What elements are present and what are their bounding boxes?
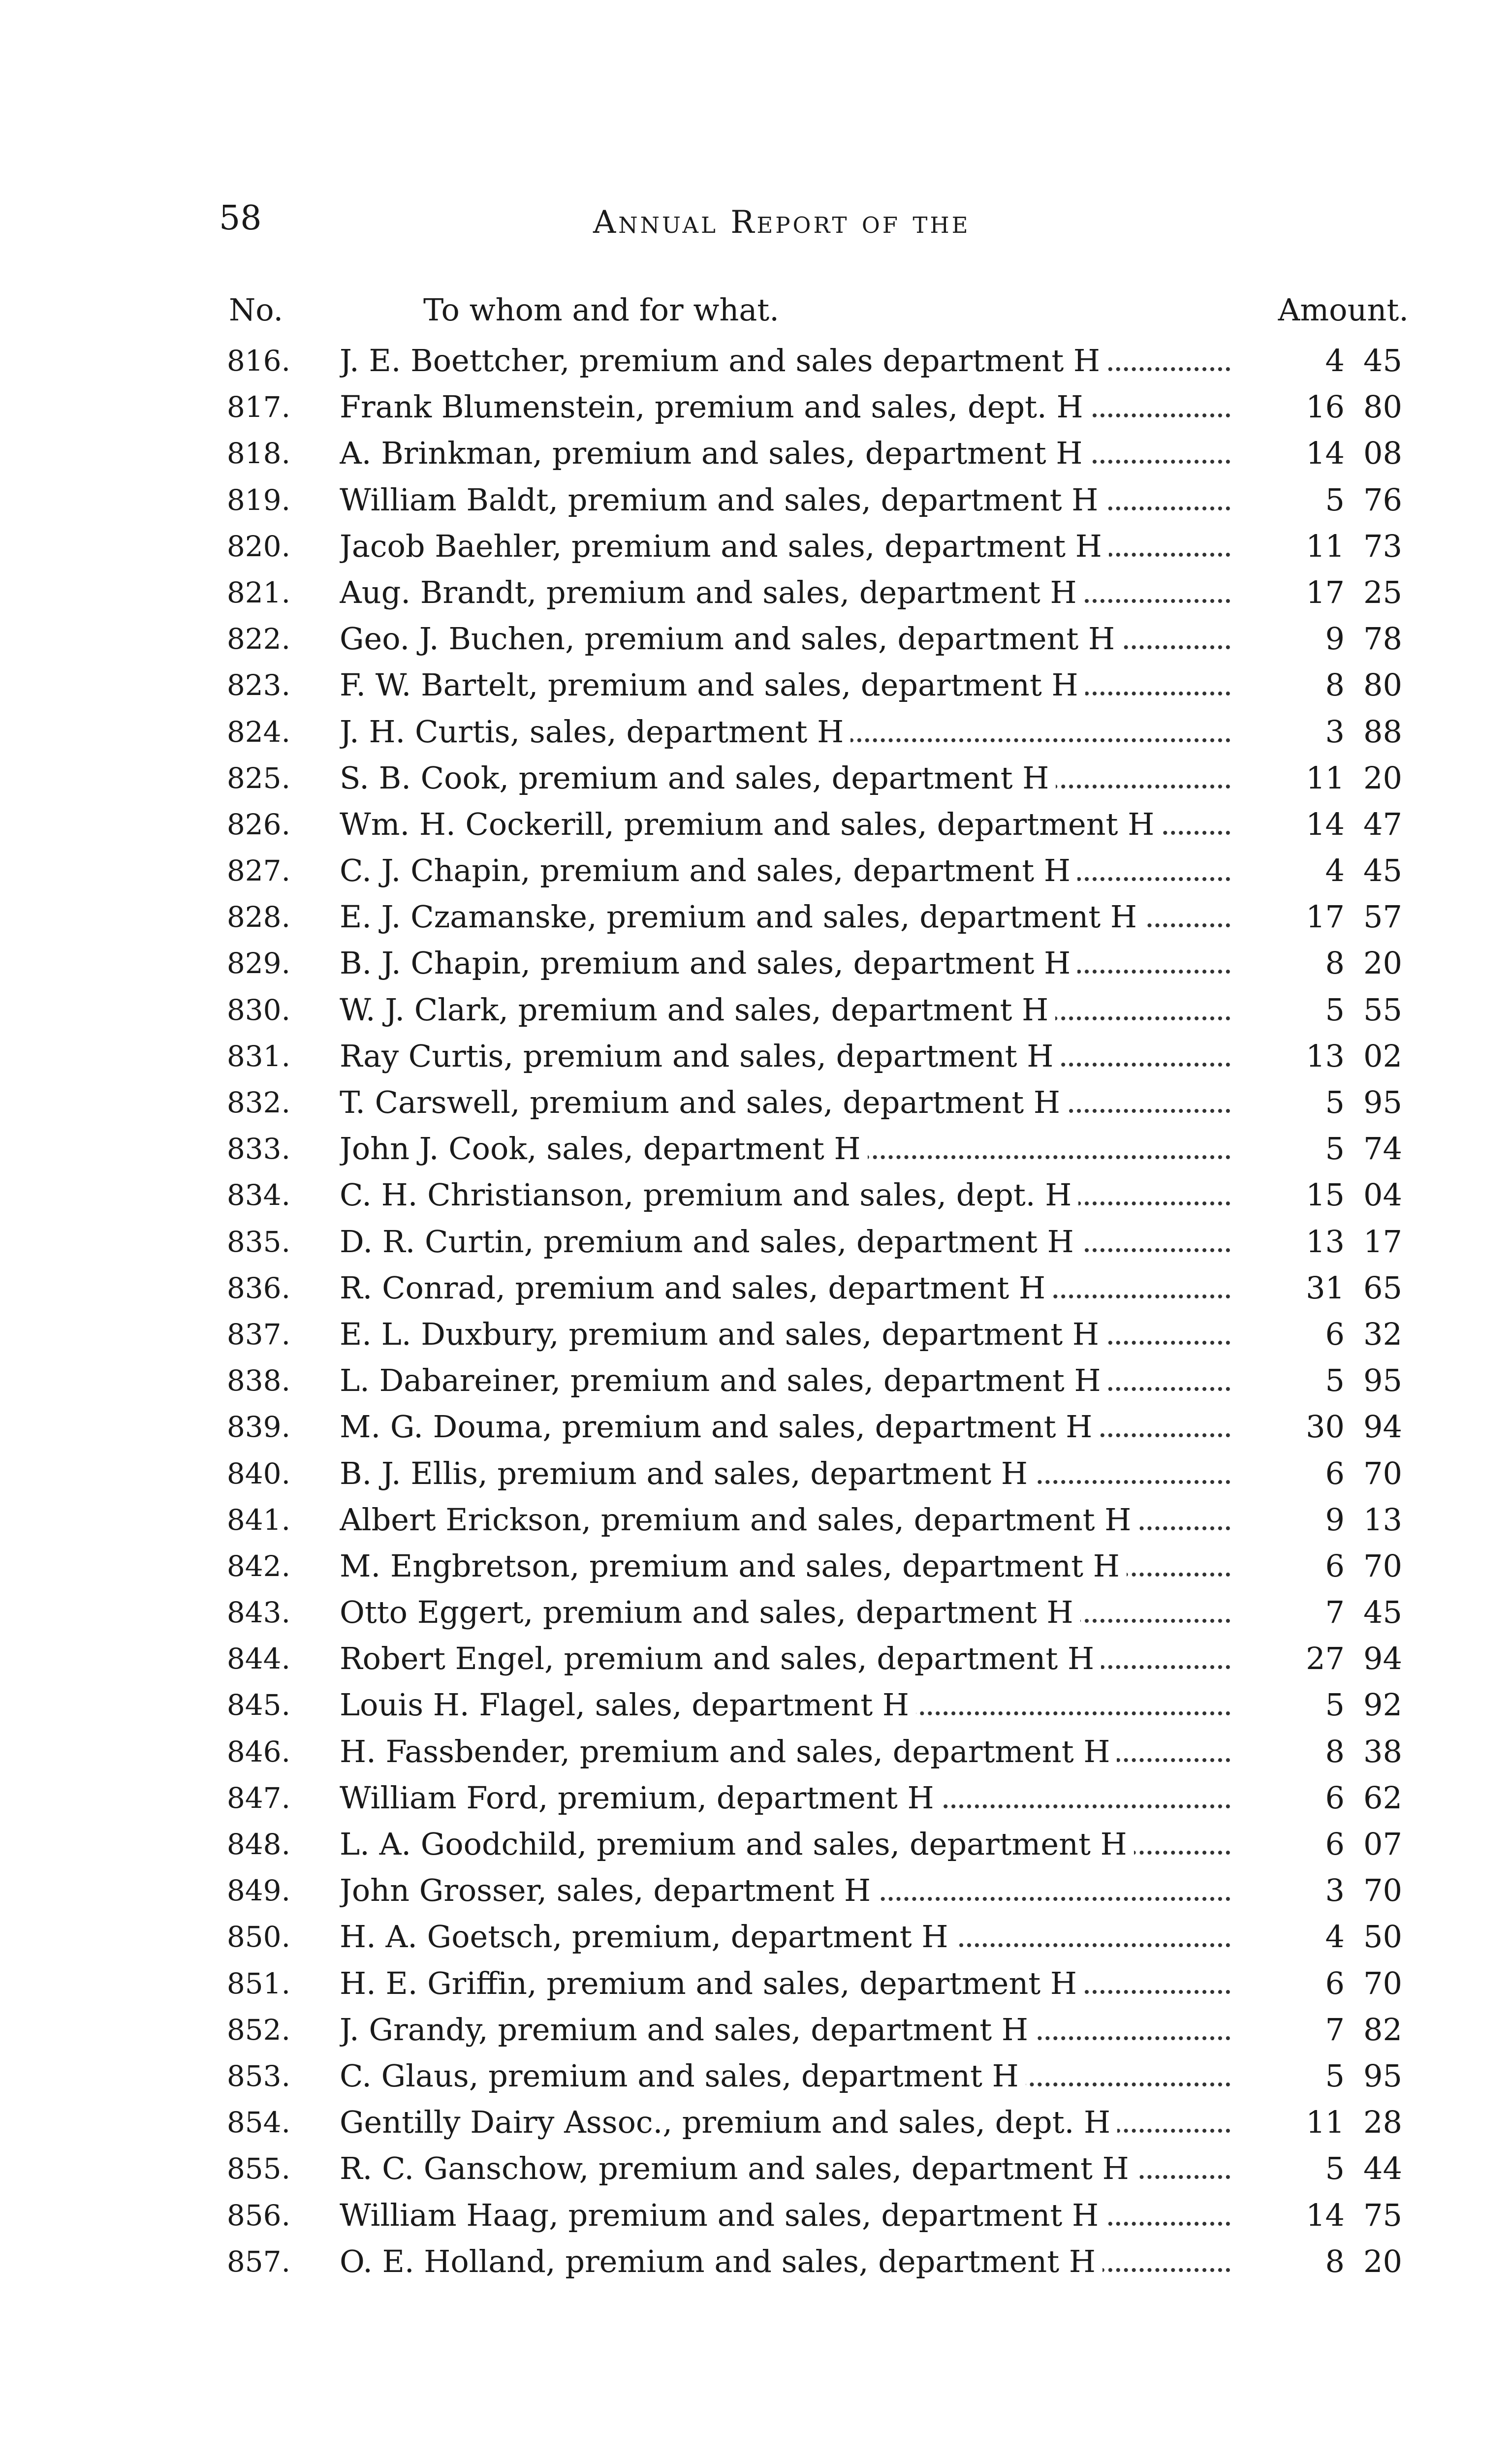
entry-number: 816. bbox=[226, 344, 290, 378]
column-header-description: To whom and for what. bbox=[423, 292, 779, 328]
entry-description bbox=[340, 709, 1230, 755]
amount-cents: 95 bbox=[1363, 1362, 1402, 1399]
amount-cents: 50 bbox=[1363, 1919, 1402, 1955]
amount-dollars: 16 bbox=[1306, 389, 1345, 425]
entry-description bbox=[340, 1821, 1230, 1867]
entry-number: 827. bbox=[226, 854, 290, 888]
entry-number: 836. bbox=[226, 1271, 290, 1305]
ledger-row bbox=[0, 430, 1512, 476]
amount-dollars: 5 bbox=[1325, 1687, 1345, 1723]
amount-dollars: 4 bbox=[1325, 1919, 1345, 1955]
entry-description bbox=[340, 1589, 1230, 1636]
ledger-row bbox=[0, 709, 1512, 755]
entry-description bbox=[340, 1079, 1230, 1126]
amount-dollars: 11 bbox=[1306, 759, 1345, 796]
entry-description-text: Otto Eggert, premium and sales, department H bbox=[340, 1594, 1080, 1630]
amount-dollars: 13 bbox=[1306, 1223, 1345, 1260]
amount-cents: 57 bbox=[1363, 899, 1402, 935]
entry-description-text: M. G. Douma, premium and sales, department H bbox=[340, 1409, 1099, 1445]
entry-description bbox=[340, 1126, 1230, 1172]
entry-description bbox=[340, 2007, 1230, 2053]
amount-cents: 82 bbox=[1363, 2011, 1402, 2048]
entry-description-text: H. E. Griffin, premium and sales, department H bbox=[340, 1965, 1084, 2001]
entry-description-text: Ray Curtis, premium and sales, department H bbox=[340, 1038, 1060, 1074]
entry-description bbox=[340, 1729, 1230, 1775]
ledger-row bbox=[0, 2007, 1512, 2053]
ledger-row bbox=[0, 1219, 1512, 1265]
entry-description-text: Geo. J. Buchen, premium and sales, department H bbox=[340, 621, 1122, 657]
amount-cents: 70 bbox=[1363, 1547, 1402, 1584]
amount-cents: 20 bbox=[1363, 759, 1402, 796]
ledger-row bbox=[0, 1404, 1512, 1450]
entry-number: 823. bbox=[226, 668, 290, 702]
entry-description-text: O. E. Holland, premium and sales, department H bbox=[340, 2243, 1102, 2279]
ledger-row bbox=[0, 477, 1512, 523]
amount-cents: 65 bbox=[1363, 1269, 1402, 1306]
amount-cents: 80 bbox=[1363, 389, 1402, 425]
amount-dollars: 5 bbox=[1325, 1362, 1345, 1399]
amount-cents: 55 bbox=[1363, 991, 1402, 1028]
entry-description-text: William Ford, premium, department H bbox=[340, 1780, 941, 1816]
amount-cents: 78 bbox=[1363, 621, 1402, 657]
column-header-row bbox=[0, 290, 1512, 330]
amount-cents: 70 bbox=[1363, 1965, 1402, 2001]
entry-number: 853. bbox=[226, 2059, 290, 2093]
entry-description-text: R. C. Ganschow, premium and sales, department H bbox=[340, 2150, 1136, 2186]
amount-dollars: 8 bbox=[1325, 2243, 1345, 2279]
entry-description bbox=[340, 569, 1230, 616]
entry-description-text: B. J. Chapin, premium and sales, department H bbox=[340, 945, 1077, 981]
ledger-row bbox=[0, 1589, 1512, 1636]
amount-cents: 47 bbox=[1363, 806, 1402, 842]
entry-number: 831. bbox=[226, 1039, 290, 1073]
entry-description-text: L. Dabareiner, premium and sales, department H bbox=[340, 1362, 1108, 1398]
running-head: Annual Report of the bbox=[593, 204, 971, 241]
amount-dollars: 30 bbox=[1306, 1409, 1345, 1445]
page-number: 58 bbox=[219, 199, 262, 238]
amount-cents: 74 bbox=[1363, 1131, 1402, 1167]
ledger-row bbox=[0, 848, 1512, 894]
amount-dollars: 31 bbox=[1306, 1269, 1345, 1306]
amount-dollars: 9 bbox=[1325, 621, 1345, 657]
entry-number: 826. bbox=[226, 807, 290, 841]
entry-description-text: C. J. Chapin, premium and sales, department H bbox=[340, 852, 1077, 888]
column-header-no: No. bbox=[229, 292, 284, 328]
entry-description-text: E. J. Czamanske, premium and sales, department H bbox=[340, 899, 1144, 935]
entry-number: 846. bbox=[226, 1735, 290, 1768]
ledger-row bbox=[0, 662, 1512, 708]
ledger-row bbox=[0, 1033, 1512, 1079]
amount-cents: 70 bbox=[1363, 1455, 1402, 1491]
amount-cents: 76 bbox=[1363, 481, 1402, 518]
amount-dollars: 5 bbox=[1325, 991, 1345, 1028]
amount-dollars: 5 bbox=[1325, 1084, 1345, 1120]
amount-cents: 92 bbox=[1363, 1687, 1402, 1723]
entry-description bbox=[340, 1219, 1230, 1265]
amount-dollars: 11 bbox=[1306, 528, 1345, 564]
ledger-row bbox=[0, 1821, 1512, 1867]
entry-description bbox=[340, 1172, 1230, 1218]
amount-dollars: 14 bbox=[1306, 2197, 1345, 2233]
entry-description-text: C. Glaus, premium and sales, department H bbox=[340, 2058, 1026, 2094]
entry-description bbox=[340, 987, 1230, 1033]
entry-description bbox=[340, 1775, 1230, 1821]
entry-description-text: Frank Blumenstein, premium and sales, dept. H bbox=[340, 389, 1090, 425]
entry-description-text: Aug. Brandt, premium and sales, department H bbox=[340, 574, 1084, 610]
amount-cents: 28 bbox=[1363, 2104, 1402, 2141]
amount-dollars: 6 bbox=[1325, 1455, 1345, 1491]
entry-description bbox=[340, 940, 1230, 986]
entry-description-text: C. H. Christianson, premium and sales, dept. H bbox=[340, 1177, 1078, 1213]
amount-dollars: 6 bbox=[1325, 1779, 1345, 1816]
ledger-row bbox=[0, 1914, 1512, 1960]
amount-dollars: 8 bbox=[1325, 667, 1345, 703]
entry-number: 856. bbox=[226, 2198, 290, 2232]
entry-number: 841. bbox=[226, 1503, 290, 1537]
ledger-row bbox=[0, 523, 1512, 569]
amount-dollars: 17 bbox=[1306, 574, 1345, 610]
entry-description-text: H. A. Goetsch, premium, department H bbox=[340, 1919, 955, 1955]
amount-cents: 62 bbox=[1363, 1779, 1402, 1816]
ledger-row bbox=[0, 2145, 1512, 2192]
ledger-row bbox=[0, 1079, 1512, 1126]
amount-cents: 20 bbox=[1363, 2243, 1402, 2279]
ledger-row bbox=[0, 384, 1512, 430]
entry-number: 843. bbox=[226, 1596, 290, 1630]
entry-description bbox=[340, 2145, 1230, 2192]
amount-cents: 07 bbox=[1363, 1826, 1402, 1862]
amount-dollars: 8 bbox=[1325, 945, 1345, 981]
amount-dollars: 5 bbox=[1325, 1131, 1345, 1167]
entry-description-text: M. Engbretson, premium and sales, department H bbox=[340, 1548, 1127, 1584]
amount-dollars: 5 bbox=[1325, 2150, 1345, 2187]
entry-number: 850. bbox=[226, 1920, 290, 1954]
entry-number: 829. bbox=[226, 947, 290, 980]
entry-description bbox=[340, 1357, 1230, 1404]
amount-cents: 75 bbox=[1363, 2197, 1402, 2233]
entry-number: 825. bbox=[226, 761, 290, 795]
amount-dollars: 5 bbox=[1325, 481, 1345, 518]
amount-cents: 94 bbox=[1363, 1409, 1402, 1445]
entry-description bbox=[340, 1914, 1230, 1960]
entry-description bbox=[340, 801, 1230, 848]
entry-description-text: W. J. Clark, premium and sales, department H bbox=[340, 992, 1055, 1028]
entry-description bbox=[340, 662, 1230, 708]
entry-description-text: John Grosser, sales, department H bbox=[340, 1872, 878, 1908]
entry-description bbox=[340, 430, 1230, 476]
entry-description bbox=[340, 1265, 1230, 1311]
amount-dollars: 7 bbox=[1325, 1594, 1345, 1631]
amount-dollars: 17 bbox=[1306, 899, 1345, 935]
amount-cents: 94 bbox=[1363, 1641, 1402, 1677]
ledger-row bbox=[0, 2099, 1512, 2145]
entry-description bbox=[340, 2239, 1230, 2285]
amount-cents: 70 bbox=[1363, 1872, 1402, 1909]
ledger-row bbox=[0, 1265, 1512, 1311]
amount-cents: 45 bbox=[1363, 343, 1402, 379]
entry-number: 851. bbox=[226, 1966, 290, 2000]
entry-description-text: Albert Erickson, premium and sales, department H bbox=[340, 1502, 1138, 1538]
ledger-row bbox=[0, 1636, 1512, 1682]
amount-cents: 20 bbox=[1363, 945, 1402, 981]
ledger-row bbox=[0, 1543, 1512, 1589]
ledger-row bbox=[0, 940, 1512, 986]
entry-description-text: A. Brinkman, premium and sales, department H bbox=[340, 435, 1089, 471]
entry-description-text: William Baldt, premium and sales, department H bbox=[340, 482, 1105, 518]
entry-description bbox=[340, 2099, 1230, 2145]
amount-cents: 32 bbox=[1363, 1316, 1402, 1352]
entry-number: 845. bbox=[226, 1688, 290, 1722]
ledger-row bbox=[0, 1867, 1512, 1914]
ledger-row bbox=[0, 1357, 1512, 1404]
entry-number: 854. bbox=[226, 2106, 290, 2140]
ledger-row bbox=[0, 1960, 1512, 2007]
entry-description bbox=[340, 338, 1230, 384]
amount-dollars: 27 bbox=[1306, 1641, 1345, 1677]
entry-description bbox=[340, 616, 1230, 662]
ledger-row bbox=[0, 1775, 1512, 1821]
entry-description bbox=[340, 2192, 1230, 2239]
amount-dollars: 4 bbox=[1325, 343, 1345, 379]
entry-description bbox=[340, 1636, 1230, 1682]
amount-dollars: 11 bbox=[1306, 2104, 1345, 2141]
entry-number: 824. bbox=[226, 715, 290, 749]
entry-number: 840. bbox=[226, 1456, 290, 1490]
entry-description bbox=[340, 894, 1230, 940]
amount-cents: 95 bbox=[1363, 2057, 1402, 2094]
entry-description-text: Gentilly Dairy Assoc., premium and sales, dept. H bbox=[340, 2104, 1117, 2140]
amount-dollars: 15 bbox=[1306, 1177, 1345, 1213]
ledger-row bbox=[0, 1497, 1512, 1543]
amount-dollars: 6 bbox=[1325, 1965, 1345, 2001]
entry-number: 855. bbox=[226, 2152, 290, 2186]
amount-cents: 45 bbox=[1363, 852, 1402, 889]
amount-cents: 04 bbox=[1363, 1177, 1402, 1213]
ledger-row bbox=[0, 1682, 1512, 1728]
entry-number: 821. bbox=[226, 575, 290, 609]
ledger-row bbox=[0, 755, 1512, 801]
entry-number: 842. bbox=[226, 1549, 290, 1583]
entry-number: 838. bbox=[226, 1364, 290, 1398]
amount-cents: 45 bbox=[1363, 1594, 1402, 1631]
entry-number: 844. bbox=[226, 1642, 290, 1676]
entry-description-text: Wm. H. Cockerill, premium and sales, department H bbox=[340, 806, 1161, 842]
ledger-row bbox=[0, 2192, 1512, 2239]
amount-dollars: 4 bbox=[1325, 852, 1345, 889]
entry-description-text: H. Fassbender, premium and sales, department H bbox=[340, 1734, 1117, 1769]
entry-number: 839. bbox=[226, 1410, 290, 1444]
entry-number: 849. bbox=[226, 1874, 290, 1908]
entry-number: 857. bbox=[226, 2244, 290, 2278]
ledger-row bbox=[0, 2239, 1512, 2285]
entry-description bbox=[340, 1867, 1230, 1914]
entry-description bbox=[340, 523, 1230, 569]
amount-dollars: 3 bbox=[1325, 713, 1345, 750]
entry-description bbox=[340, 1311, 1230, 1357]
entry-number: 820. bbox=[226, 529, 290, 563]
entry-description bbox=[340, 848, 1230, 894]
ledger-row bbox=[0, 1451, 1512, 1497]
amount-cents: 13 bbox=[1363, 1501, 1402, 1538]
amount-dollars: 14 bbox=[1306, 806, 1345, 842]
amount-dollars: 8 bbox=[1325, 1733, 1345, 1769]
amount-dollars: 6 bbox=[1325, 1316, 1345, 1352]
entry-number: 848. bbox=[226, 1828, 290, 1861]
amount-cents: 08 bbox=[1363, 435, 1402, 472]
ledger-row bbox=[0, 2053, 1512, 2099]
entry-number: 833. bbox=[226, 1132, 290, 1166]
entry-number: 818. bbox=[226, 437, 290, 471]
entry-number: 832. bbox=[226, 1086, 290, 1119]
entry-description bbox=[340, 755, 1230, 801]
entry-description bbox=[340, 1404, 1230, 1450]
entry-description bbox=[340, 1682, 1230, 1728]
entry-number: 817. bbox=[226, 390, 290, 424]
amount-dollars: 9 bbox=[1325, 1501, 1345, 1538]
amount-dollars: 3 bbox=[1325, 1872, 1345, 1909]
entry-description-text: R. Conrad, premium and sales, department H bbox=[340, 1270, 1052, 1306]
entry-description-text: Louis H. Flagel, sales, department H bbox=[340, 1687, 916, 1723]
entry-description-text: T. Carswell, premium and sales, department H bbox=[340, 1084, 1067, 1120]
amount-cents: 73 bbox=[1363, 528, 1402, 564]
entry-description bbox=[340, 1960, 1230, 2007]
entry-description bbox=[340, 384, 1230, 430]
entry-description bbox=[340, 477, 1230, 523]
entry-description-text: J. E. Boettcher, premium and sales department H bbox=[340, 343, 1107, 379]
amount-cents: 02 bbox=[1363, 1038, 1402, 1074]
amount-cents: 25 bbox=[1363, 574, 1402, 610]
entry-description-text: E. L. Duxbury, premium and sales, department H bbox=[340, 1316, 1106, 1352]
ledger-row bbox=[0, 569, 1512, 616]
entry-description-text: John J. Cook, sales, department H bbox=[340, 1131, 868, 1167]
entry-description-text: J. Grandy, premium and sales, department H bbox=[340, 2012, 1035, 2048]
amount-dollars: 6 bbox=[1325, 1826, 1345, 1862]
amount-dollars: 6 bbox=[1325, 1547, 1345, 1584]
entry-description-text: Robert Engel, premium and sales, department H bbox=[340, 1641, 1101, 1676]
entry-description bbox=[340, 1497, 1230, 1543]
ledger-row bbox=[0, 801, 1512, 848]
ledger-row bbox=[0, 894, 1512, 940]
entry-number: 852. bbox=[226, 2013, 290, 2047]
entry-description bbox=[340, 2053, 1230, 2099]
amount-cents: 44 bbox=[1363, 2150, 1402, 2187]
entry-number: 834. bbox=[226, 1178, 290, 1212]
amount-cents: 80 bbox=[1363, 667, 1402, 703]
entry-description-text: S. B. Cook, premium and sales, department H bbox=[340, 760, 1056, 796]
ledger-row bbox=[0, 616, 1512, 662]
entry-description-text: William Haag, premium and sales, department H bbox=[340, 2197, 1105, 2233]
entry-description bbox=[340, 1451, 1230, 1497]
ledger-row bbox=[0, 1172, 1512, 1218]
entry-description-text: B. J. Ellis, premium and sales, department H bbox=[340, 1455, 1035, 1491]
entry-number: 819. bbox=[226, 483, 290, 517]
entry-number: 847. bbox=[226, 1781, 290, 1815]
amount-cents: 38 bbox=[1363, 1733, 1402, 1769]
entry-number: 837. bbox=[226, 1317, 290, 1351]
entry-description bbox=[340, 1033, 1230, 1079]
ledger-row bbox=[0, 1729, 1512, 1775]
entry-description-text: L. A. Goodchild, premium and sales, department H bbox=[340, 1826, 1134, 1862]
ledger-list bbox=[0, 338, 1512, 2285]
ledger-row bbox=[0, 987, 1512, 1033]
column-header-amount: Amount. bbox=[1278, 292, 1409, 328]
entry-description-text: D. R. Curtin, premium and sales, department H bbox=[340, 1224, 1081, 1260]
ledger-row bbox=[0, 1126, 1512, 1172]
entry-number: 822. bbox=[226, 622, 290, 656]
amount-dollars: 5 bbox=[1325, 2057, 1345, 2094]
entry-description-text: F. W. Bartelt, premium and sales, department H bbox=[340, 667, 1085, 703]
entry-number: 830. bbox=[226, 993, 290, 1027]
entry-number: 828. bbox=[226, 900, 290, 934]
entry-description-text: J. H. Curtis, sales, department H bbox=[340, 714, 850, 750]
ledger-row bbox=[0, 338, 1512, 384]
amount-dollars: 13 bbox=[1306, 1038, 1345, 1074]
amount-dollars: 14 bbox=[1306, 435, 1345, 472]
entry-description bbox=[340, 1543, 1230, 1589]
amount-cents: 88 bbox=[1363, 713, 1402, 750]
amount-cents: 95 bbox=[1363, 1084, 1402, 1120]
ledger-row bbox=[0, 1311, 1512, 1357]
entry-description-text: Jacob Baehler, premium and sales, department H bbox=[340, 528, 1109, 564]
amount-cents: 17 bbox=[1363, 1223, 1402, 1260]
entry-number: 835. bbox=[226, 1225, 290, 1259]
amount-dollars: 7 bbox=[1325, 2011, 1345, 2048]
